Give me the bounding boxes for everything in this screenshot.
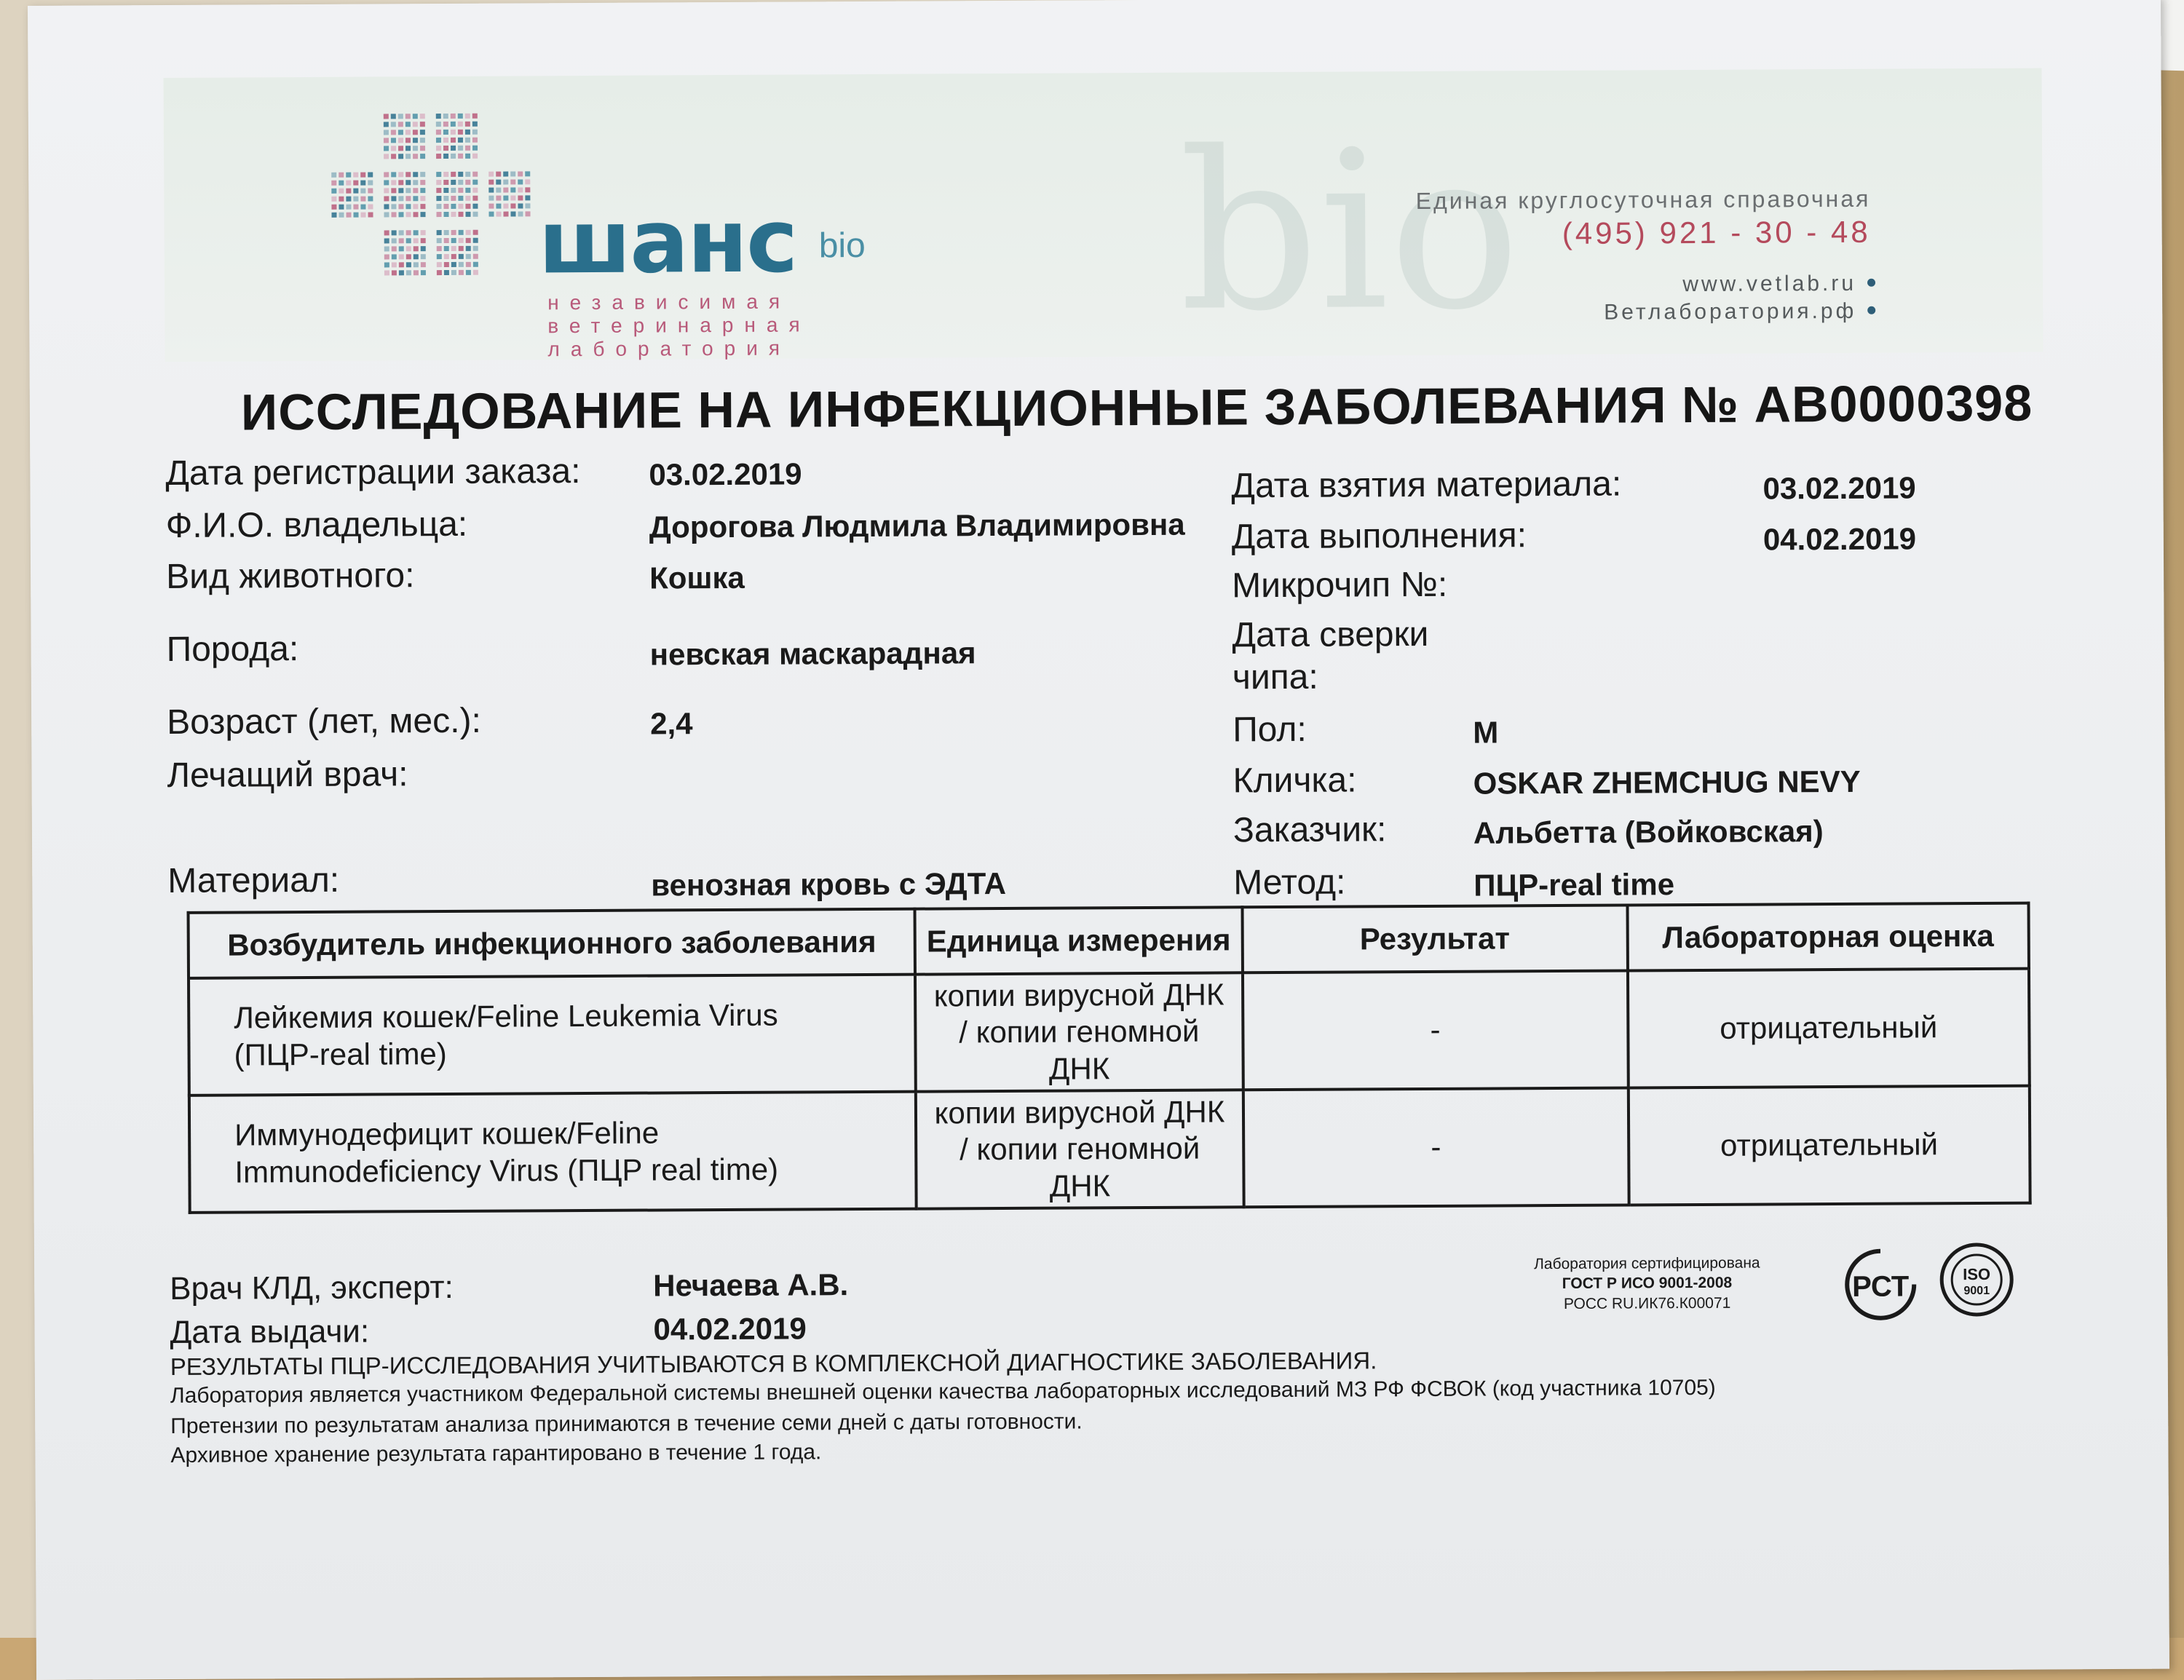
chip-check-label-2: чипа: xyxy=(1232,657,1318,697)
svg-text:РСТ: РСТ xyxy=(1852,1270,1910,1303)
reg-date-value: 03.02.2019 xyxy=(649,456,802,492)
method-label: Метод: xyxy=(1233,863,1346,903)
unit-cell: копии вирусной ДНК / копии геномной ДНК xyxy=(915,972,1243,1091)
reg-date-label: Дата регистрации заказа: xyxy=(165,452,581,494)
table-row xyxy=(189,969,2030,1095)
logo-subtitle-3: лаборатория xyxy=(547,336,791,361)
expert-label: Врач КЛД, эксперт: xyxy=(170,1269,454,1307)
lab-report-sheet xyxy=(28,0,2169,1680)
certification-text: Лаборатория сертифицирована ГОСТ Р ИСО 9001-2008 РОСС RU.ИК76.К00071 xyxy=(1534,1254,1760,1312)
done-date-label: Дата выполнения: xyxy=(1231,516,1527,557)
done-date-value: 04.02.2019 xyxy=(1762,521,1917,557)
helpline-title: Единая круглосуточная справочная xyxy=(1415,185,1871,215)
doctor-label: Лечащий врач: xyxy=(167,755,408,796)
sample-date-label: Дата взятия материала: xyxy=(1231,464,1622,506)
pathogen-cell: Лейкемия кошек/Feline Leukemia Virus (ПЦР-real time) xyxy=(189,975,916,1095)
note-claims: Претензии по результатам анализа принимаются в течение семи дней с даты готовности. xyxy=(170,1409,1083,1438)
helpline-phone: (495) 921 - 30 - 48 xyxy=(1562,214,1871,250)
results-table xyxy=(187,902,2032,1214)
result-cell: - xyxy=(1243,971,1629,1090)
chip-check-label: Дата сверки xyxy=(1232,614,1429,655)
breed-label: Порода: xyxy=(166,630,299,670)
breed-value: невская маскарадная xyxy=(649,635,976,672)
website-rf-text: Ветлаборатория.рф xyxy=(1604,298,1857,325)
chip-label: Микрочип №: xyxy=(1232,565,1448,606)
customer-label: Заказчик: xyxy=(1233,810,1387,850)
name-value: OSKAR ZHEMCHUG NEVY xyxy=(1473,764,1861,801)
logo-subtitle-2: ветеринарная xyxy=(547,313,811,338)
col-header-unit: Единица измерения xyxy=(915,907,1243,974)
document-title: ИССЛЕДОВАНИЕ НА ИНФЕКЦИОННЫЕ ЗАБОЛЕВАНИЯ № AB0000398 xyxy=(240,374,2033,441)
website-link-rf[interactable] xyxy=(1604,299,1856,325)
material-value: венозная кровь с ЭДТА xyxy=(651,865,1007,903)
website-link[interactable] xyxy=(1682,272,1856,297)
logo-bio: bio xyxy=(818,226,866,266)
assessment-cell: отрицательный xyxy=(1629,1086,2030,1205)
logo-subtitle-1: независимая xyxy=(547,290,791,314)
table-header-row xyxy=(189,903,2029,978)
col-header-result: Результат xyxy=(1242,906,1628,973)
result-cell: - xyxy=(1243,1088,1629,1208)
owner-value: Дорогова Людмила Владимировна xyxy=(649,507,1185,544)
sample-date-value: 03.02.2019 xyxy=(1762,470,1916,506)
issue-date-label: Дата выдачи: xyxy=(170,1313,370,1351)
sex-label: Пол: xyxy=(1233,710,1307,750)
svg-text:9001: 9001 xyxy=(1963,1284,1990,1298)
col-header-assessment: Лабораторная оценка xyxy=(1627,903,2029,971)
unit-cell: копии вирусной ДНК / копии геномной ДНК xyxy=(916,1090,1243,1208)
col-header-pathogen: Возбудитель инфекционного заболевания xyxy=(189,909,916,978)
method-value: ПЦР-real time xyxy=(1473,867,1675,903)
species-value: Кошка xyxy=(649,560,745,595)
note-archive: Архивное хранение результата гарантировано в течение 1 года. xyxy=(170,1440,822,1467)
iso-9001-icon xyxy=(1939,1242,2015,1318)
note-pcr: РЕЗУЛЬТАТЫ ПЦР-ИССЛЕДОВАНИЯ УЧИТЫВАЮТСЯ В КОМПЛЕКСНОЙ ДИАГНОСТИКЕ ЗАБОЛЕВАНИЯ. xyxy=(170,1347,1377,1381)
watermark-logo: bio xyxy=(1178,103,1522,360)
customer-value: Альбетта (Войковская) xyxy=(1473,814,1824,850)
expert-value: Нечаева А.В. xyxy=(653,1267,849,1303)
pathogen-cell: Иммунодефицит кошек/Feline Immunodeficiency Virus (ПЦР real time) xyxy=(189,1092,917,1213)
material-label: Материал: xyxy=(167,860,340,901)
assessment-cell: отрицательный xyxy=(1628,969,2030,1088)
pct-certification-icon xyxy=(1838,1246,1923,1323)
species-label: Вид животного: xyxy=(165,556,415,597)
note-fsvok: Лаборатория является участником Федеральной системы внешней оценки качества лабораторных исследований МЗ РФ ФСВОК (код участника 10705) xyxy=(170,1375,1716,1408)
svg-text:ISO: ISO xyxy=(1963,1264,1991,1284)
name-label: Кличка: xyxy=(1233,761,1357,801)
website-text: www.vetlab.ru xyxy=(1682,271,1857,297)
age-value: 2,4 xyxy=(650,706,693,741)
logo-wordmark: шанс xyxy=(538,191,797,294)
age-label: Возраст (лет, мес.): xyxy=(167,701,481,742)
logo-cross-mosaic-icon xyxy=(327,108,546,292)
sex-value: М xyxy=(1473,715,1499,750)
issue-date-value: 04.02.2019 xyxy=(653,1311,807,1347)
owner-label: Ф.И.О. владельца: xyxy=(165,504,468,546)
table-row xyxy=(189,1086,2030,1213)
